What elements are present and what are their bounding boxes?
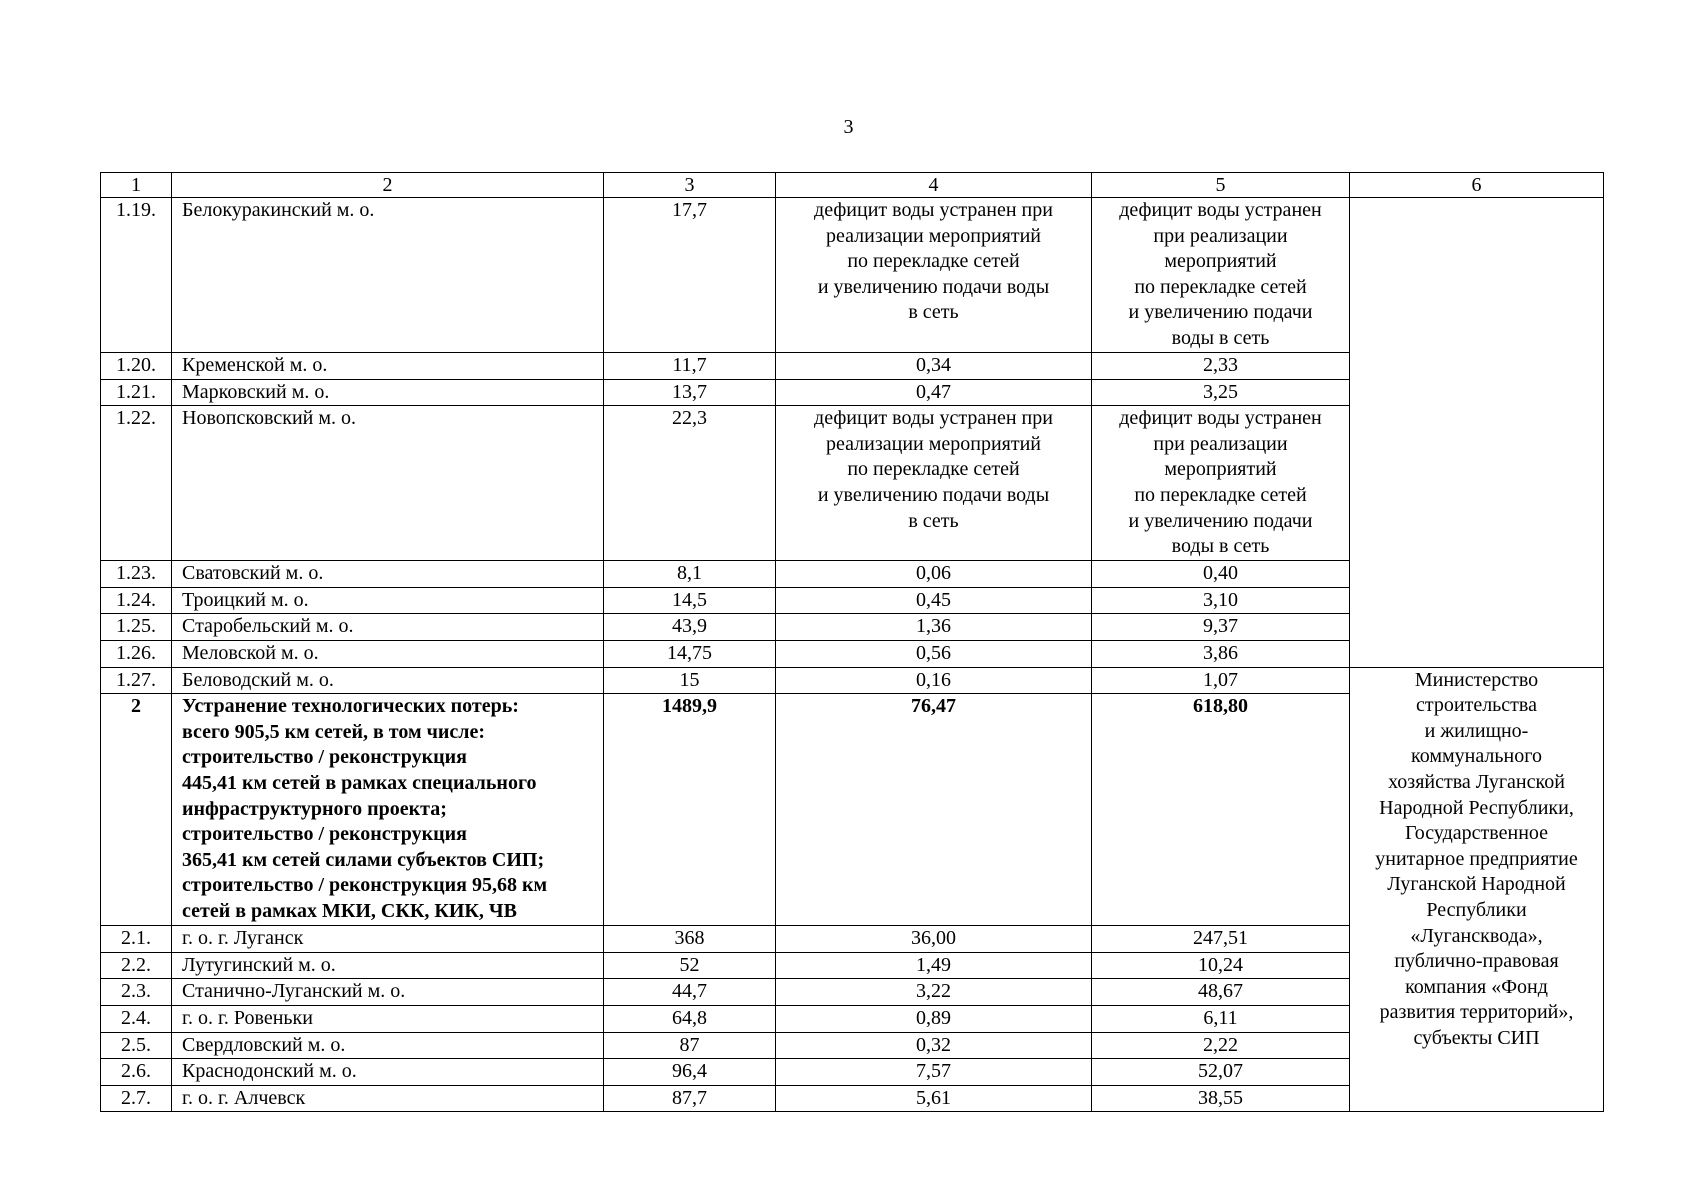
row-col5-line: мероприятий — [1164, 250, 1277, 273]
row-col5-line: дефицит воды устранен — [1119, 199, 1322, 221]
table-row — [101, 667, 1604, 694]
row-col5 — [1092, 406, 1350, 561]
header-cell: 1 — [101, 173, 172, 198]
row-name: г. о. г. Ровеньки — [172, 1005, 604, 1032]
executor-cell-line: публично-правовая — [1394, 950, 1559, 973]
row-name-line: сетей в рамках МКИ, СКК, КИК, ЧВ — [182, 899, 517, 922]
row-col5: 3,25 — [1092, 379, 1350, 406]
header-cell: 2 — [172, 173, 604, 198]
row-col4: 0,89 — [776, 1005, 1092, 1032]
row-col5: 3,10 — [1092, 587, 1350, 614]
row-col5: 10,24 — [1092, 952, 1350, 979]
row-name-line: строительство / реконструкция 95,68 км — [182, 874, 548, 897]
row-number: 1.22. — [101, 406, 172, 561]
header-row — [101, 173, 1604, 198]
row-name: Старобельский м. о. — [172, 614, 604, 641]
row-col3: 15 — [604, 667, 776, 694]
row-col3: 14,75 — [604, 640, 776, 667]
row-col5: 2,33 — [1092, 353, 1350, 380]
row-col5-line: по перекладке сетей — [1134, 483, 1307, 506]
executor-cell-line: Народной Республики, — [1379, 796, 1574, 819]
executor-cell-line: хозяйства Луганской — [1388, 770, 1565, 793]
row-number: 2.1. — [101, 926, 172, 953]
row-number: 2.7. — [101, 1085, 172, 1112]
measures-table — [100, 172, 1604, 1112]
executor-cell-line: «Луганскводa», — [1410, 924, 1543, 947]
row-col3: 14,5 — [604, 587, 776, 614]
row-number: 1.25. — [101, 614, 172, 641]
row-col4-line: по перекладке сетей — [847, 250, 1020, 273]
row-col4: 0,06 — [776, 561, 1092, 588]
row-col5-line: воды в сеть — [1171, 535, 1270, 558]
row-col3: 1489,9 — [604, 694, 776, 926]
row-col4: 0,32 — [776, 1032, 1092, 1059]
row-number: 1.26. — [101, 640, 172, 667]
row-col3: 96,4 — [604, 1059, 776, 1086]
executor-cell-line: субъекты СИП — [1413, 1026, 1540, 1049]
row-col3: 64,8 — [604, 1005, 776, 1032]
row-name: Сватовский м. о. — [172, 561, 604, 588]
row-col3: 87,7 — [604, 1085, 776, 1112]
row-col4-line: дефицит воды устранен при — [814, 407, 1053, 430]
executor-cell — [1350, 667, 1604, 1112]
row-name-line: строительство / реконструкция — [182, 823, 467, 846]
row-number: 1.23. — [101, 561, 172, 588]
row-number: 1.24. — [101, 587, 172, 614]
row-number: 2.2. — [101, 952, 172, 979]
row-name: Кременской м. о. — [172, 353, 604, 380]
row-col5 — [1092, 198, 1350, 353]
row-col4: 0,47 — [776, 379, 1092, 406]
row-col5: 0,40 — [1092, 561, 1350, 588]
row-name — [172, 694, 604, 926]
row-name: Краснодонский м. о. — [172, 1059, 604, 1086]
row-name-line: 365,41 км сетей силами субъектов СИП; — [182, 848, 545, 871]
executor-cell-line: унитарное предприятие — [1375, 847, 1578, 870]
row-col4-line: и увеличению подачи воды — [817, 275, 1050, 298]
row-name: г. о. г. Алчевск — [172, 1085, 604, 1112]
row-col4: 1,49 — [776, 952, 1092, 979]
row-name: Свердловский м. о. — [172, 1032, 604, 1059]
executor-cell-line: и жилищно- — [1424, 719, 1529, 742]
row-col4: 76,47 — [776, 694, 1092, 926]
row-number: 1.21. — [101, 379, 172, 406]
header-cell: 6 — [1350, 173, 1604, 198]
row-col5: 52,07 — [1092, 1059, 1350, 1086]
row-col4: 7,57 — [776, 1059, 1092, 1086]
row-col4: 36,00 — [776, 926, 1092, 953]
row-col4-line: в сеть — [908, 301, 959, 324]
row-name: Меловской м. о. — [172, 640, 604, 667]
executor-cell-line: строительства — [1416, 694, 1537, 717]
row-col4-line: и увеличению подачи воды — [817, 483, 1050, 506]
row-name: Белокуракинский м. о. — [172, 198, 604, 353]
row-col3: 87 — [604, 1032, 776, 1059]
row-name-line: 445,41 км сетей в рамках специального — [182, 771, 537, 794]
row-col5-line: дефицит воды устранен — [1119, 407, 1322, 430]
row-col5: 247,51 — [1092, 926, 1350, 953]
row-col3: 22,3 — [604, 406, 776, 561]
row-number: 2.3. — [101, 979, 172, 1006]
row-name-line: всего 905,5 км сетей, в том числе: — [182, 720, 486, 743]
row-col5: 1,07 — [1092, 667, 1350, 694]
row-name: Лутугинский м. о. — [172, 952, 604, 979]
row-col5-line: и увеличению подачи — [1128, 301, 1313, 324]
table-body — [101, 173, 1604, 1112]
executor-cell-line: развития территорий», — [1379, 1001, 1574, 1024]
row-col4: 5,61 — [776, 1085, 1092, 1112]
row-col4: 0,56 — [776, 640, 1092, 667]
row-name: Марковский м. о. — [172, 379, 604, 406]
page-number: 3 — [843, 116, 854, 138]
row-name-line: инфраструктурного проекта; — [182, 797, 447, 820]
row-number: 1.19. — [101, 198, 172, 353]
row-name: Беловодский м. о. — [172, 667, 604, 694]
row-col4 — [776, 198, 1092, 353]
row-name: г. о. г. Луганск — [172, 926, 604, 953]
row-col4: 0,45 — [776, 587, 1092, 614]
row-col4: 3,22 — [776, 979, 1092, 1006]
row-col3: 43,9 — [604, 614, 776, 641]
row-col4: 1,36 — [776, 614, 1092, 641]
header-cell: 4 — [776, 173, 1092, 198]
table-row — [101, 198, 1604, 353]
row-col3: 8,1 — [604, 561, 776, 588]
row-col3: 368 — [604, 926, 776, 953]
executor-cell-line: коммунального — [1411, 745, 1542, 768]
row-number: 1.27. — [101, 667, 172, 694]
row-col3: 44,7 — [604, 979, 776, 1006]
row-col4-line: в сеть — [908, 509, 959, 532]
row-col4-line: дефицит воды устранен при — [814, 199, 1053, 221]
row-number: 2 — [101, 694, 172, 926]
executor-cell-line: Министерство — [1414, 668, 1539, 691]
row-col5-line: воды в сеть — [1171, 326, 1270, 349]
row-col4-line: реализации мероприятий — [825, 224, 1042, 247]
row-col5: 6,11 — [1092, 1005, 1350, 1032]
row-col5-line: при реализации — [1153, 432, 1288, 455]
executor-cell-empty — [1350, 198, 1604, 668]
row-col4 — [776, 406, 1092, 561]
row-col5-line: мероприятий — [1164, 458, 1277, 481]
row-number: 2.6. — [101, 1059, 172, 1086]
executor-cell-line: Республики — [1426, 898, 1527, 921]
row-col5: 2,22 — [1092, 1032, 1350, 1059]
row-number: 2.5. — [101, 1032, 172, 1059]
row-col3: 13,7 — [604, 379, 776, 406]
row-number: 1.20. — [101, 353, 172, 380]
row-col5-line: при реализации — [1153, 224, 1288, 247]
row-col5: 618,80 — [1092, 694, 1350, 926]
row-col5-line: по перекладке сетей — [1134, 275, 1307, 298]
row-name: Станично-Луганский м. о. — [172, 979, 604, 1006]
row-col3: 17,7 — [604, 198, 776, 353]
row-col4: 0,16 — [776, 667, 1092, 694]
row-col5-line: и увеличению подачи — [1128, 509, 1313, 532]
executor-cell-line: Государственное — [1404, 822, 1549, 845]
row-col4: 0,34 — [776, 353, 1092, 380]
row-col5: 38,55 — [1092, 1085, 1350, 1112]
row-col4-line: реализации мероприятий — [825, 432, 1042, 455]
header-cell: 3 — [604, 173, 776, 198]
executor-cell-line: Луганской Народной — [1387, 873, 1566, 896]
row-name-line: строительство / реконструкция — [182, 746, 467, 769]
row-name: Троицкий м. о. — [172, 587, 604, 614]
row-col3: 52 — [604, 952, 776, 979]
row-number: 2.4. — [101, 1005, 172, 1032]
row-name: Новопсковский м. о. — [172, 406, 604, 561]
row-col3: 11,7 — [604, 353, 776, 380]
row-col4-line: по перекладке сетей — [847, 458, 1020, 481]
header-cell: 5 — [1092, 173, 1350, 198]
row-col5: 9,37 — [1092, 614, 1350, 641]
row-col5: 48,67 — [1092, 979, 1350, 1006]
executor-cell-line: компания «Фонд — [1405, 975, 1548, 998]
row-col5: 3,86 — [1092, 640, 1350, 667]
row-name-line: Устранение технологических потерь: — [182, 695, 519, 718]
